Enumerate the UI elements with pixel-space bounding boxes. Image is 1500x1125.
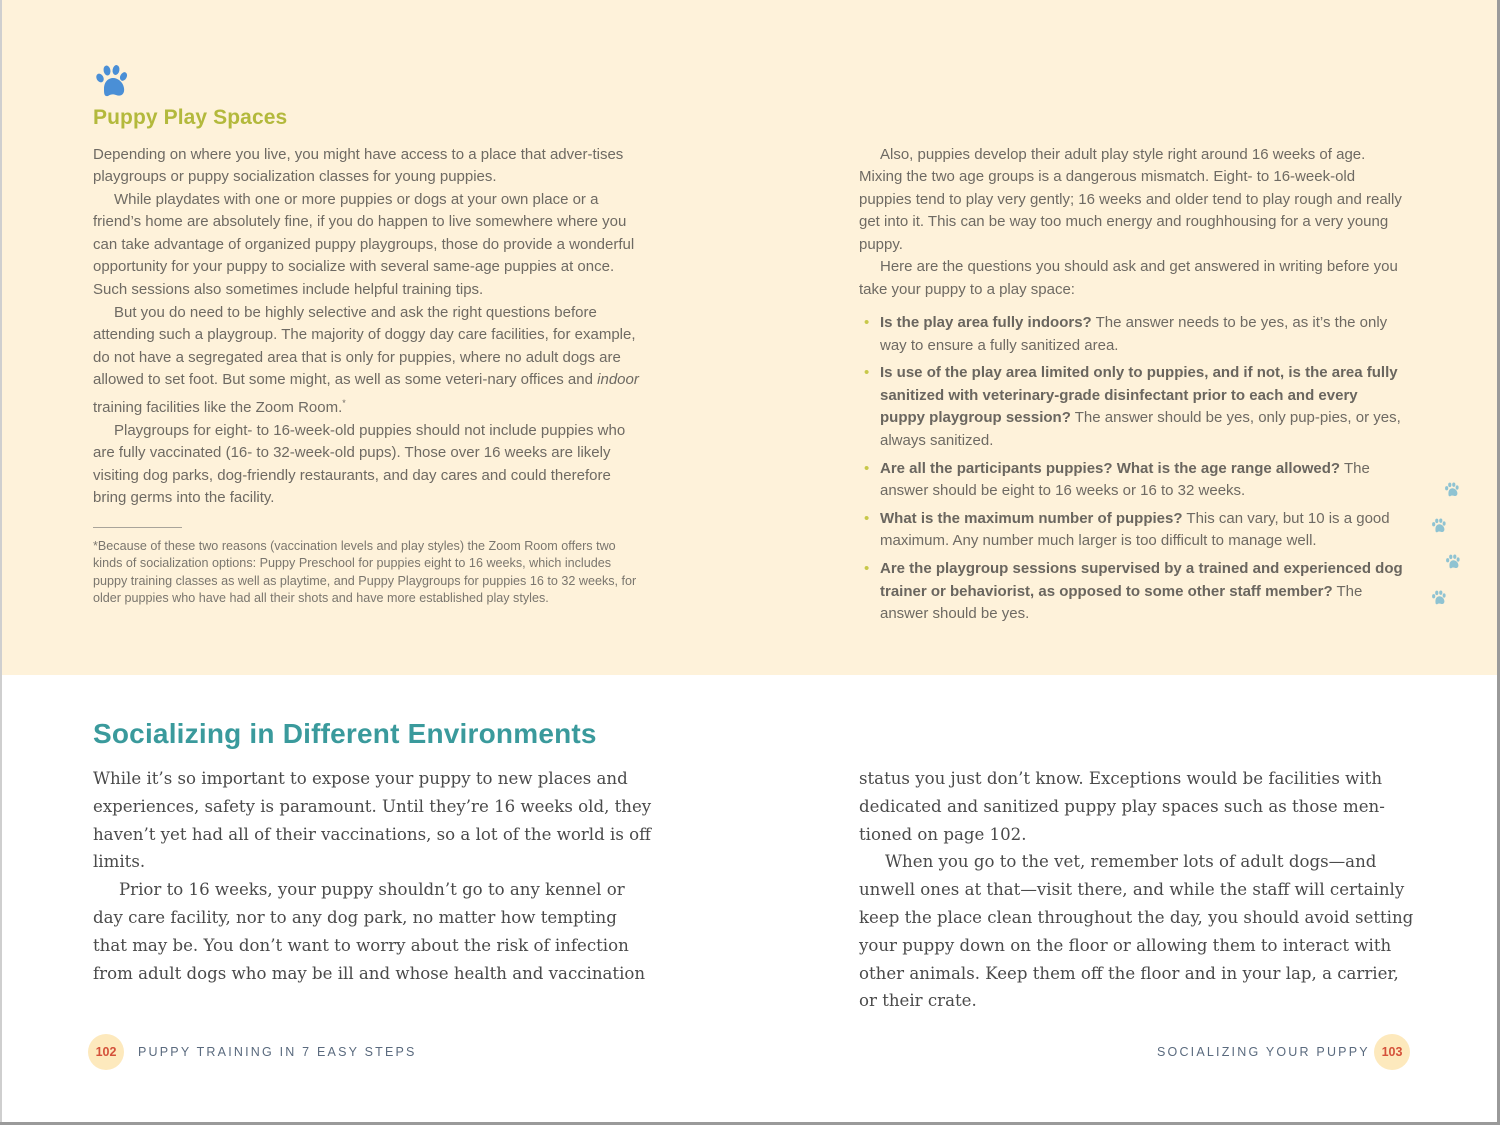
- answer-text: The answer needs to be yes, as it’s the only way to ensure a fully sanitized area.: [880, 314, 1388, 354]
- page-number-right: 103: [1374, 1034, 1410, 1070]
- text-run: training facilities like the Zoom Room.: [93, 399, 343, 417]
- sidebar-paragraph: Also, puppies develop their adult play style right around 16 weeks of age. Mixing the two age groups is a dangerous mismatch. Eight- to 16-week-old puppies tend to play very gently; 16 weeks and older tend to play rough and really get into it. This can be way too much energy and roughhousing for a very young puppy.: [859, 145, 1402, 253]
- footnote-rule: [93, 527, 182, 528]
- page-number-left: 102: [88, 1034, 124, 1070]
- body-paragraph: status you just don’t know. Exceptions would be facilities with dedicated and sanitized puppy play spaces such as those men-tioned on page 102.: [859, 769, 1385, 844]
- running-head-left: PUPPY TRAINING IN 7 EASY STEPS: [138, 1045, 417, 1059]
- page-edge-left: [0, 0, 2, 1125]
- question-text: Is the play area fully indoors?: [880, 314, 1092, 331]
- paw-print-icon: [1444, 482, 1460, 498]
- paw-print-icon: [1431, 590, 1447, 606]
- answer-text: The answer should be yes.: [880, 582, 1363, 623]
- sidebar-title: Puppy Play Spaces: [93, 106, 288, 129]
- bullet: •: [864, 314, 870, 331]
- bullet: •: [864, 459, 870, 477]
- running-head-right: SOCIALIZING YOUR PUPPY: [1157, 1045, 1370, 1059]
- answer-text: The answer should be eight to 16 weeks or 16 to 32 weeks.: [880, 459, 1370, 500]
- question-text: Are the playgroup sessions supervised by a trained and experienced dog trainer or behaviorist, as opposed to some other staff member?: [880, 559, 1403, 600]
- bullet: •: [864, 559, 870, 577]
- body-paragraph: While it’s so important to expose your puppy to new places and experiences, safety is paramount. Until they’re 16 weeks old, they haven’t yet had all of their vaccinations, so a lot of the world is off limits.: [93, 769, 652, 872]
- body-paragraph: When you go to the vet, remember lots of adult dogs—and unwell ones at that—visit there, and while the staff will certainly keep the place clean throughout the day, you should avoid setting your puppy down on the floor or allowing them to interact with other animals. Keep them off the floor and in your lap, a carrier, or their crate.: [859, 852, 1414, 1011]
- body-left-column: [93, 765, 653, 987]
- question-text: Is use of the play area limited only to puppies, and if not, is the area fully sanitized with veterinary-grade disinfectant prior to each and every puppy playgroup session?: [880, 364, 1398, 427]
- footnote-marker: *: [342, 398, 346, 409]
- text-run: But you do need to be highly selective and ask the right questions before attending such a playgroup. The majority of doggy day care facilities, for example, do not have a segregated area that is only for puppies, where no adult dogs are allowed to set foot. But some might, as well as some veteri-nary offices and: [93, 303, 636, 389]
- sidebar-paragraph: Playgroups for eight- to 16-week-old puppies should not include puppies who are fully vaccinated (16- to 32-week-old pups). Those over 16 weeks are likely visiting dog parks, dog-friendly restaurants, and day cares and could therefore bring germs into the facility.: [93, 421, 626, 507]
- question-item: [864, 508, 1404, 553]
- sidebar-paragraph: [93, 302, 641, 420]
- answer-text: The answer should be yes, only pup-pies, or yes, always sanitized.: [880, 409, 1401, 449]
- sidebar-left-column: [93, 144, 641, 511]
- answer-text: This can vary, but 10 is a good maximum. Any number much larger is too difficult to manage well.: [880, 509, 1390, 550]
- question-item: [864, 312, 1404, 357]
- sidebar-paragraph: Here are the questions you should ask and get answered in writing before you take your puppy to a play space:: [859, 258, 1398, 299]
- body-paragraph: Prior to 16 weeks, your puppy shouldn’t go to any kennel or day care facility, nor to any dog park, no matter how tempting that may be. You don’t want to worry about the risk of infection from adult dogs who may be ill and whose health and vaccination: [93, 880, 646, 983]
- paw-print-icon: [1431, 518, 1447, 534]
- footnote: *Because of these two reasons (vaccination levels and play styles) the Zoom Room offers two kinds of socialization options: Puppy Preschool for puppies eight to 16 weeks, which includes puppy training classes as well as playtime, and Puppy Playgroups for puppies 16 to 32 weeks, for older puppies who have had all their shots and have more established play styles.: [93, 539, 637, 606]
- question-text: Are all the participants puppies? What is the age range allowed?: [880, 459, 1341, 477]
- question-item: [864, 458, 1404, 503]
- sidebar-paragraph: Depending on where you live, you might have access to a place that adver-tises playgroups or puppy socialization classes for young puppies.: [93, 145, 624, 186]
- paw-print-icon: [1445, 554, 1461, 570]
- bullet: •: [864, 509, 870, 527]
- sidebar-right-column: [859, 144, 1407, 302]
- paw-print-icon: [94, 64, 130, 100]
- sidebar-paragraph: While playdates with one or more puppies or dogs at your own place or a friend’s home are absolutely fine, if you do happen to live somewhere where you can take advantage of organized puppy playgroups, those do provide a wonderful opportunity for your puppy to socialize with several same-age puppies at once. Such sessions also sometimes include helpful training tips.: [93, 190, 635, 299]
- body-right-column: [859, 765, 1419, 1015]
- bullet: •: [864, 364, 870, 382]
- question-item: [864, 362, 1404, 452]
- italic-text: indoor: [597, 371, 639, 389]
- section-title: Socializing in Different Environments: [93, 718, 597, 749]
- question-item: [864, 558, 1404, 626]
- question-text: What is the maximum number of puppies?: [880, 509, 1183, 527]
- question-list: [864, 312, 1404, 631]
